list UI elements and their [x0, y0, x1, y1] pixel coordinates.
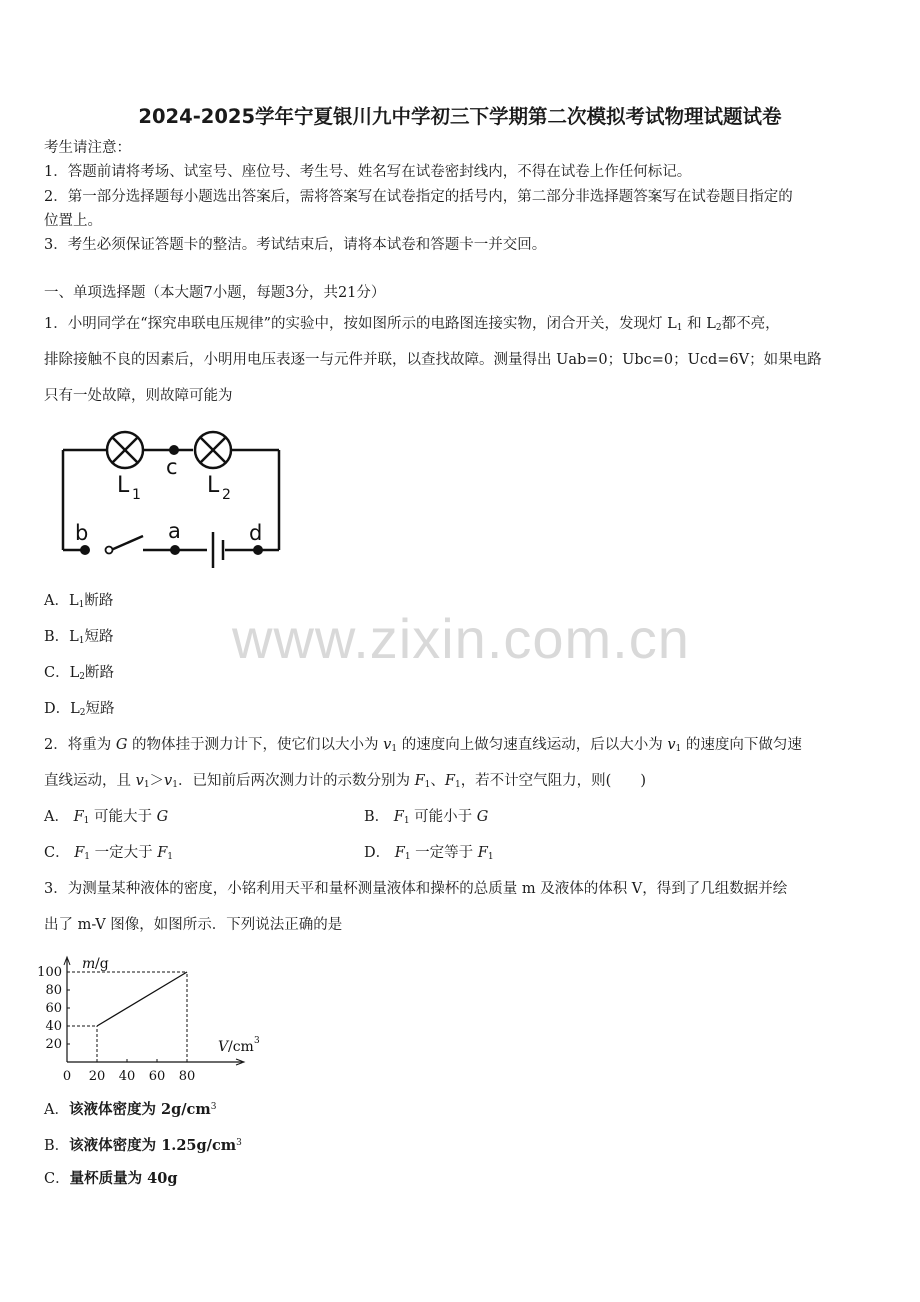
x-tick-label: 20: [88, 1069, 106, 1084]
page-title: 2024-2025学年宁夏银川九中学初三下学期第二次模拟考试物理试题试卷: [138, 105, 782, 128]
q2-option-b[interactable]: B． $F_1$ 可能小于 G: [364, 809, 489, 826]
y-tick-label: 60: [45, 1001, 62, 1016]
q3-line1: 3．为测量某种液体的密度，小铭利用天平和量杯测量液体和操杯的总质量 m 及液体的体积 V，得到了几组数据并绘: [44, 881, 788, 897]
y-tick-label: 100: [37, 965, 62, 980]
x-tick-label: 0: [62, 1069, 72, 1084]
q1-line2: 排除接触不良的因素后，小明用电压表逐一与元件并联，以查找故障。测量得出 Uab=0；Ubc=0；Ucd=6V；如果电路: [44, 352, 822, 368]
q2-line2: 直线运动，且 $v_1>v_1$．已知前后两次测力计的示数分别为 $F_1$、$F_1$，若不计空气阻力，则( ): [44, 773, 647, 790]
q2-option-d[interactable]: D． $F_1$ 一定等于 $F_1$: [364, 845, 494, 862]
node-d: [253, 545, 263, 555]
notice-item-1: 1．答题前请将考场、试室号、座位号、考生号、姓名写在试卷密封线内，不得在试卷上作任何标记。: [44, 164, 692, 180]
label-b: b: [75, 521, 89, 545]
label-l2: L: [207, 473, 220, 498]
series-line: [97, 972, 187, 1026]
label-c: c: [166, 455, 178, 479]
q1-option-b[interactable]: B．$L_1$短路: [44, 629, 114, 646]
label-l2-sub: 2: [222, 487, 231, 503]
y-tick-label: 40: [45, 1019, 62, 1034]
label-l1: L: [117, 473, 130, 498]
y-tick-label: 80: [45, 983, 62, 998]
watermark: www.zixin.com.cn: [232, 607, 690, 670]
q3-line2: 出了 m-V 图像，如图所示．下列说法正确的是: [44, 917, 343, 933]
node-b: [80, 545, 90, 555]
y-tick-label: 20: [45, 1037, 62, 1052]
label-a: a: [168, 519, 181, 543]
label-d: d: [249, 521, 263, 545]
x-axis-unit: /cm: [228, 1039, 254, 1055]
q3-option-a[interactable]: A．该液体密度为 $2g/cm^3$: [44, 1101, 217, 1118]
q1-line3: 只有一处故障，则故障可能为: [44, 388, 233, 404]
q3-option-b[interactable]: B．该液体密度为 $1.25g/cm^3$: [44, 1137, 242, 1154]
x-tick-label: 80: [178, 1069, 196, 1084]
x-axis-label: V: [218, 1039, 229, 1055]
q1-option-c[interactable]: C．$L_2$断路: [44, 665, 114, 682]
y-axis-label: m: [82, 956, 96, 972]
section-heading: 一、单项选择题（本大题7小题，每题3分，共21分）: [44, 285, 386, 301]
q1-option-a[interactable]: A．$L_1$断路: [44, 593, 114, 610]
y-axis-unit: /g: [95, 956, 109, 972]
q2-option-a[interactable]: A． $F_1$ 可能大于 G: [44, 809, 169, 826]
q1-line1: 1．小明同学在“探究串联电压规律”的实验中，按如图所示的电路图连接实物，闭合开关，发现灯 $L_1$ 和 $L_2$都不亮，: [44, 316, 780, 333]
q3-option-c[interactable]: C．量杯质量为 40g: [44, 1170, 178, 1187]
x-axis-unit-sup: 3: [254, 1036, 260, 1046]
circuit-diagram: [55, 426, 295, 571]
x-tick-label: 60: [148, 1069, 166, 1084]
notice-item-2: 2．第一部分选择题每小题选出答案后，需将答案写在试卷指定的括号内，第二部分非选择题答案写在试卷题目指定的: [44, 189, 793, 205]
notice-heading: 考生请注意：: [44, 140, 131, 156]
label-l1-sub: 1: [132, 487, 141, 503]
q1-option-d[interactable]: D．$L_2$短路: [44, 701, 115, 718]
mv-chart: [37, 950, 280, 1090]
notice-item-2-cont: 位置上。: [44, 213, 102, 229]
q2-line1: 2．将重为 G 的物体挂于测力计下，使它们以大小为 $v_1$ 的速度向上做匀速直线运动，后以大小为 $v_1$ 的速度向下做匀速: [44, 737, 802, 754]
node-a: [170, 545, 180, 555]
notice-item-3: 3．考生必须保证答题卡的整洁。考试结束后，请将本试卷和答题卡一并交回。: [44, 237, 547, 253]
x-tick-label: 40: [118, 1069, 136, 1084]
q2-option-c[interactable]: C． $F_1$ 一定大于 $F_1$: [44, 845, 174, 862]
node-c: [169, 445, 179, 455]
